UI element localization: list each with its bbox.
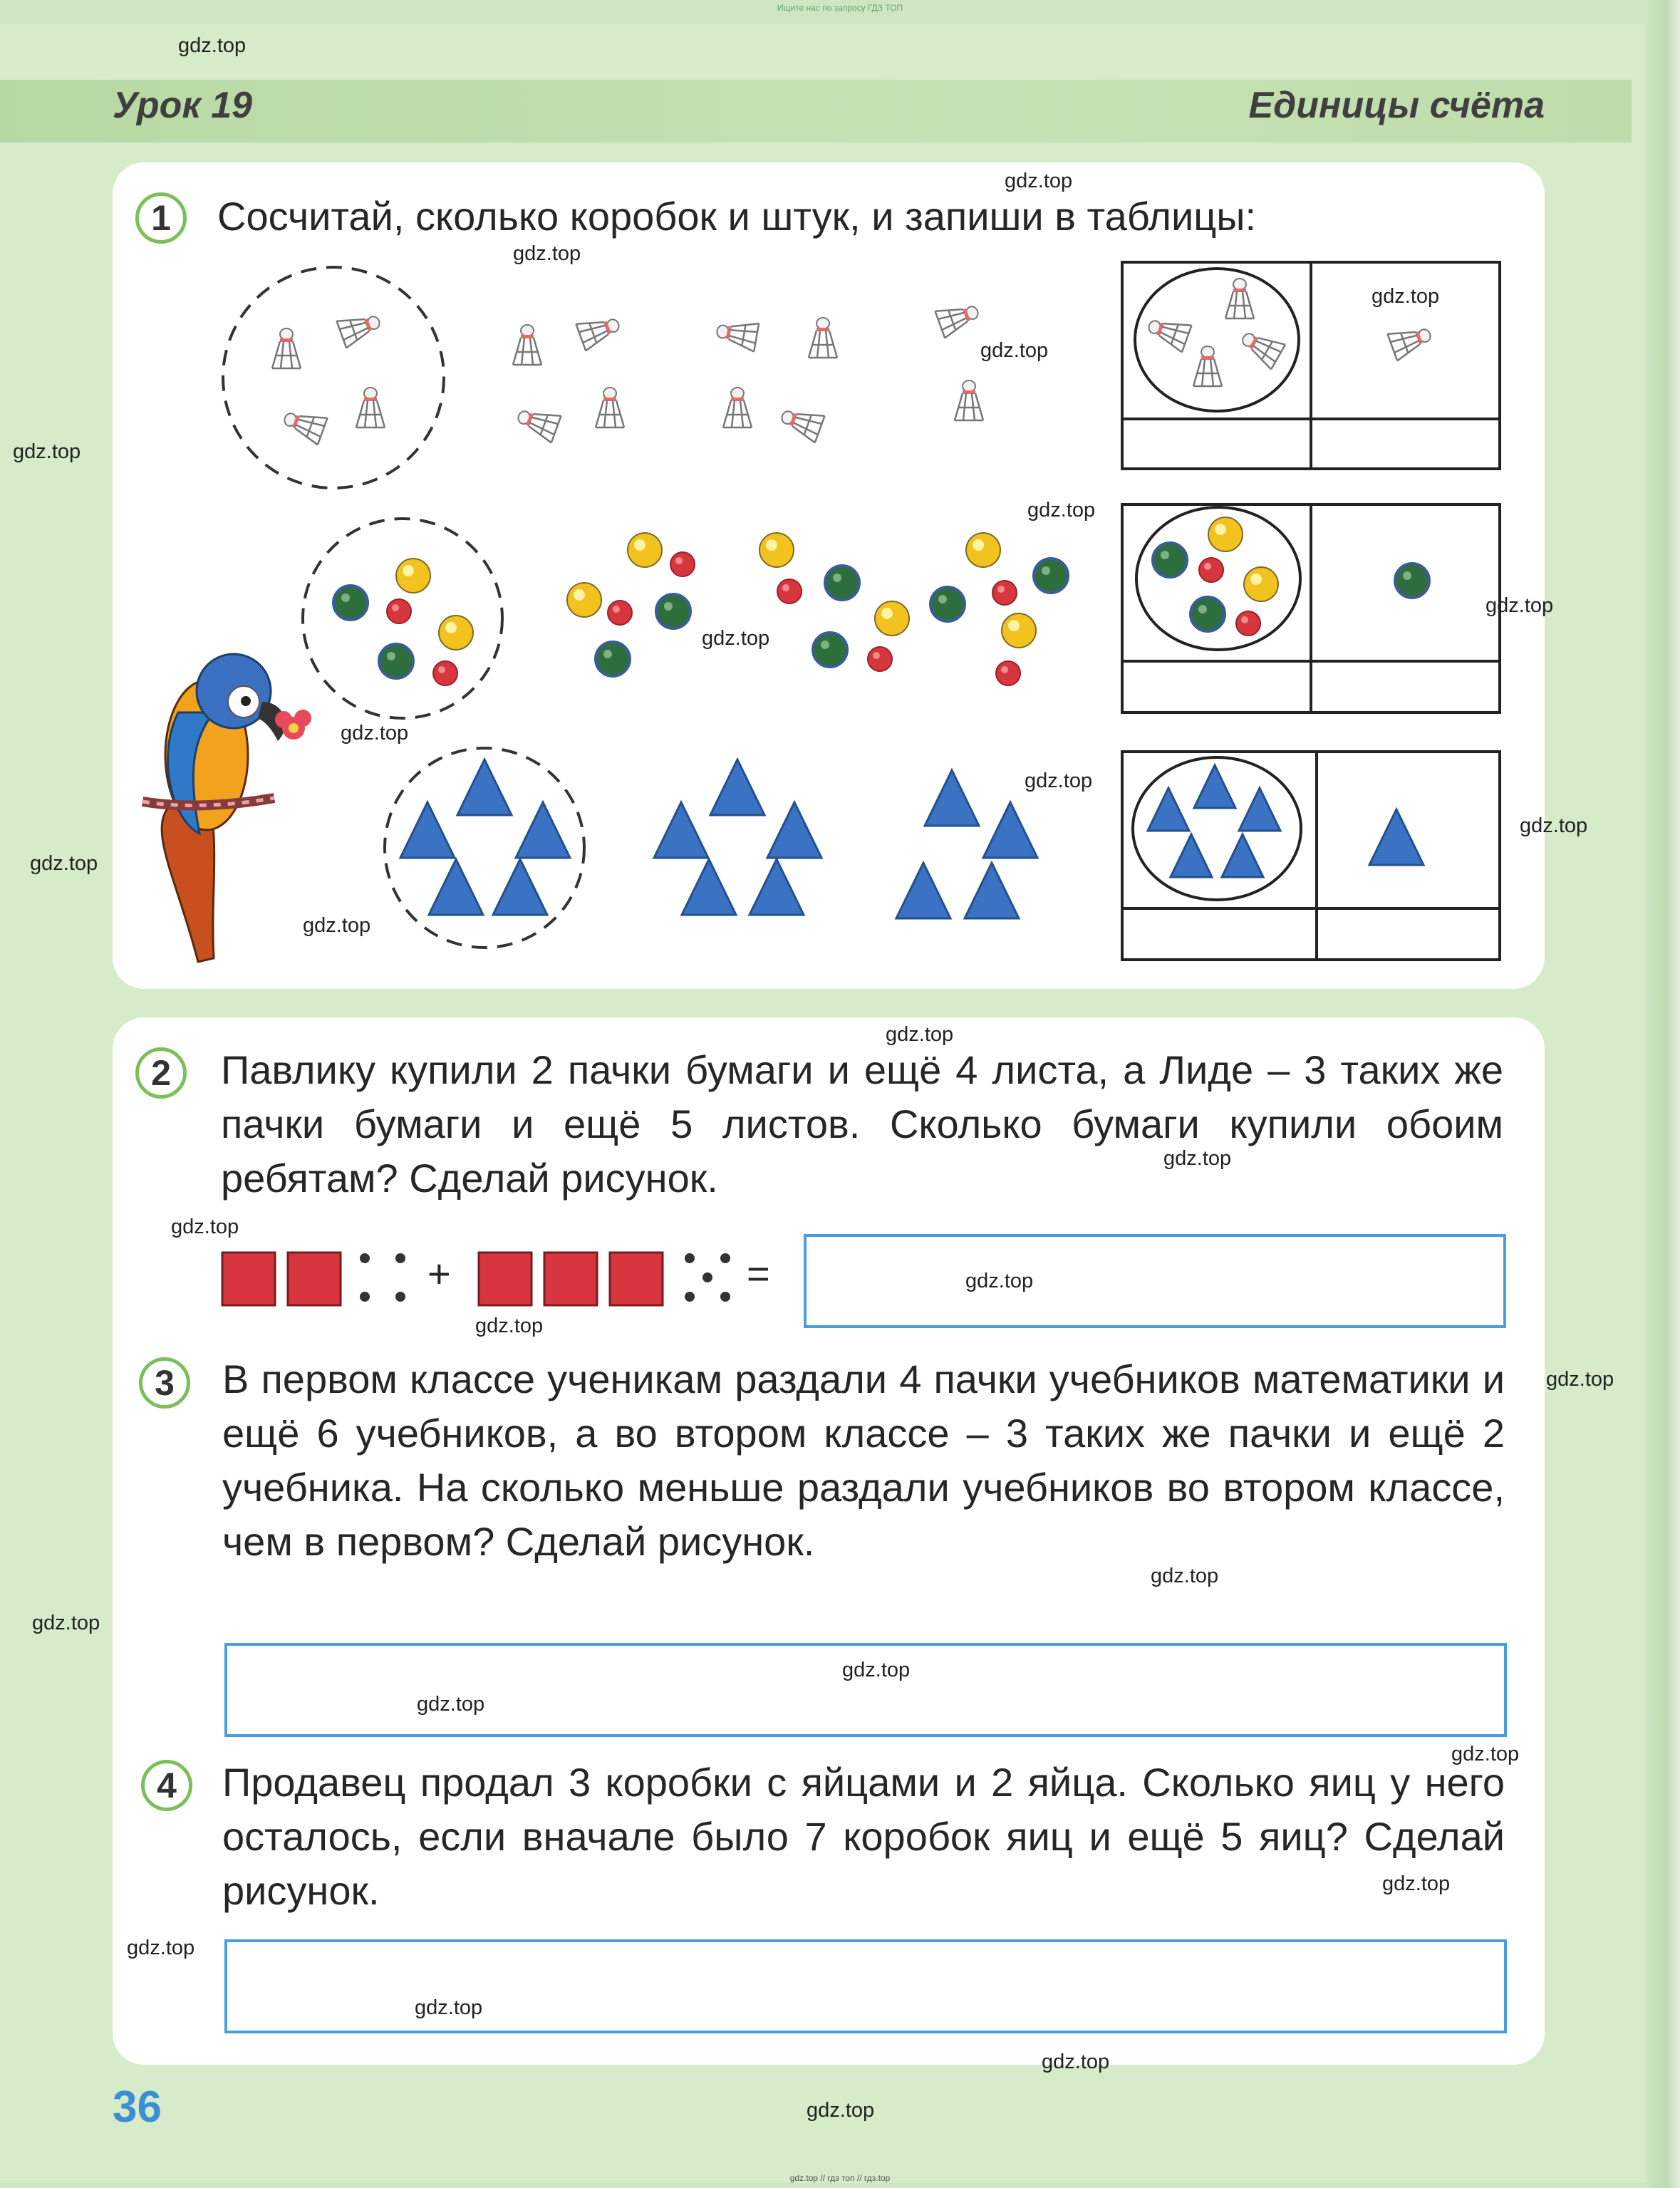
paper-pack-square bbox=[222, 1253, 275, 1305]
sheet-dot bbox=[720, 1292, 730, 1302]
watermark: gdz.top bbox=[32, 1612, 100, 1634]
paper-pack-square bbox=[479, 1253, 532, 1305]
task-4-number: 4 bbox=[141, 1760, 192, 1811]
task-2-text: Павлику купили 2 пачки бумаги и ещё 4 листа, а Лиде – 3 таких же пачки бумаги и ещё 5 листов. Сколько бумаги купили обоим ребятам? Сделай рисунок. bbox=[221, 1047, 1503, 1201]
watermark: gdz.top bbox=[171, 1215, 239, 1238]
bottom-note: gdz.top // гдз топ // гдз.top bbox=[789, 2173, 891, 2183]
watermark: gdz.top bbox=[1163, 1147, 1232, 1170]
paper-pack-square bbox=[610, 1253, 663, 1305]
sheet-dot bbox=[360, 1253, 370, 1263]
topic-title: Единицы счёта bbox=[1248, 85, 1545, 126]
watermark: gdz.top bbox=[417, 1693, 485, 1716]
task-3-answer-box[interactable] bbox=[224, 1643, 1507, 1737]
watermark: gdz.top bbox=[1520, 814, 1588, 837]
watermark: gdz.top bbox=[1546, 1368, 1614, 1391]
watermark: gdz.top bbox=[1372, 285, 1440, 308]
watermark: gdz.top bbox=[178, 34, 247, 57]
page-number: 36 bbox=[113, 2083, 162, 2132]
lesson-title: Урок 19 bbox=[113, 85, 253, 126]
watermark: gdz.top bbox=[303, 914, 371, 937]
task-1-number: 1 bbox=[135, 192, 187, 244]
watermark: gdz.top bbox=[341, 722, 409, 745]
watermark: gdz.top bbox=[980, 339, 1049, 362]
watermark: gdz.top bbox=[13, 440, 81, 463]
watermark: gdz.top bbox=[886, 1023, 954, 1046]
top-note: Ищите нас по запросу ГДЗ ТОП bbox=[777, 3, 903, 13]
sheet-dot bbox=[360, 1292, 370, 1302]
watermark: gdz.top bbox=[127, 1936, 195, 1959]
watermark: gdz.top bbox=[1005, 170, 1073, 192]
sheet-dot bbox=[685, 1253, 695, 1263]
watermark: gdz.top bbox=[1151, 1565, 1219, 1587]
paper-pack-square bbox=[288, 1253, 341, 1305]
task-3-number: 3 bbox=[139, 1357, 190, 1409]
watermark: gdz.top bbox=[1027, 499, 1096, 522]
task-3-text: В первом классе ученикам раздали 4 пачки учебников математики и ещё 6 учебников, а во втором классе – 3 таких же пачки и ещё 2 учебника. На сколько меньше раздали учебников во втором классе, чем в первом? Сделай рисунок. bbox=[222, 1357, 1505, 1564]
equals-sign: = bbox=[747, 1251, 770, 1296]
task-2-number: 2 bbox=[135, 1047, 187, 1099]
paper-pack-square bbox=[544, 1253, 597, 1305]
watermark: gdz.top bbox=[475, 1315, 544, 1337]
watermark: gdz.top bbox=[1025, 769, 1093, 792]
sheet-dot bbox=[395, 1292, 405, 1302]
watermark: gdz.top bbox=[30, 852, 98, 875]
watermark: gdz.top bbox=[513, 242, 581, 265]
plus-sign: + bbox=[427, 1251, 451, 1296]
watermark: gdz.top bbox=[842, 1659, 911, 1681]
watermark: gdz.top bbox=[1451, 1743, 1520, 1766]
task-2-answer-box[interactable] bbox=[804, 1234, 1506, 1328]
task-4-text: Продавец продал 3 коробки с яйцами и 2 яйца. Сколько яиц у него осталось, если вначале было 7 коробок яиц и ещё 5 яиц? Сделай рисунок. bbox=[222, 1760, 1505, 1913]
watermark: gdz.top bbox=[807, 2099, 875, 2122]
sheet-dot bbox=[702, 1272, 712, 1282]
watermark: gdz.top bbox=[1485, 594, 1554, 617]
watermark: gdz.top bbox=[702, 627, 770, 650]
watermark: gdz.top bbox=[1042, 2050, 1110, 2073]
sheet-dot bbox=[685, 1292, 695, 1302]
sheet-dot bbox=[395, 1253, 405, 1263]
watermark: gdz.top bbox=[965, 1270, 1034, 1292]
watermark: gdz.top bbox=[415, 1996, 483, 2019]
watermark: gdz.top bbox=[1382, 1872, 1451, 1895]
task-1-text: Сосчитай, сколько коробок и штук, и запиши в таблицы: bbox=[217, 194, 1257, 239]
sheet-dot bbox=[720, 1253, 730, 1263]
